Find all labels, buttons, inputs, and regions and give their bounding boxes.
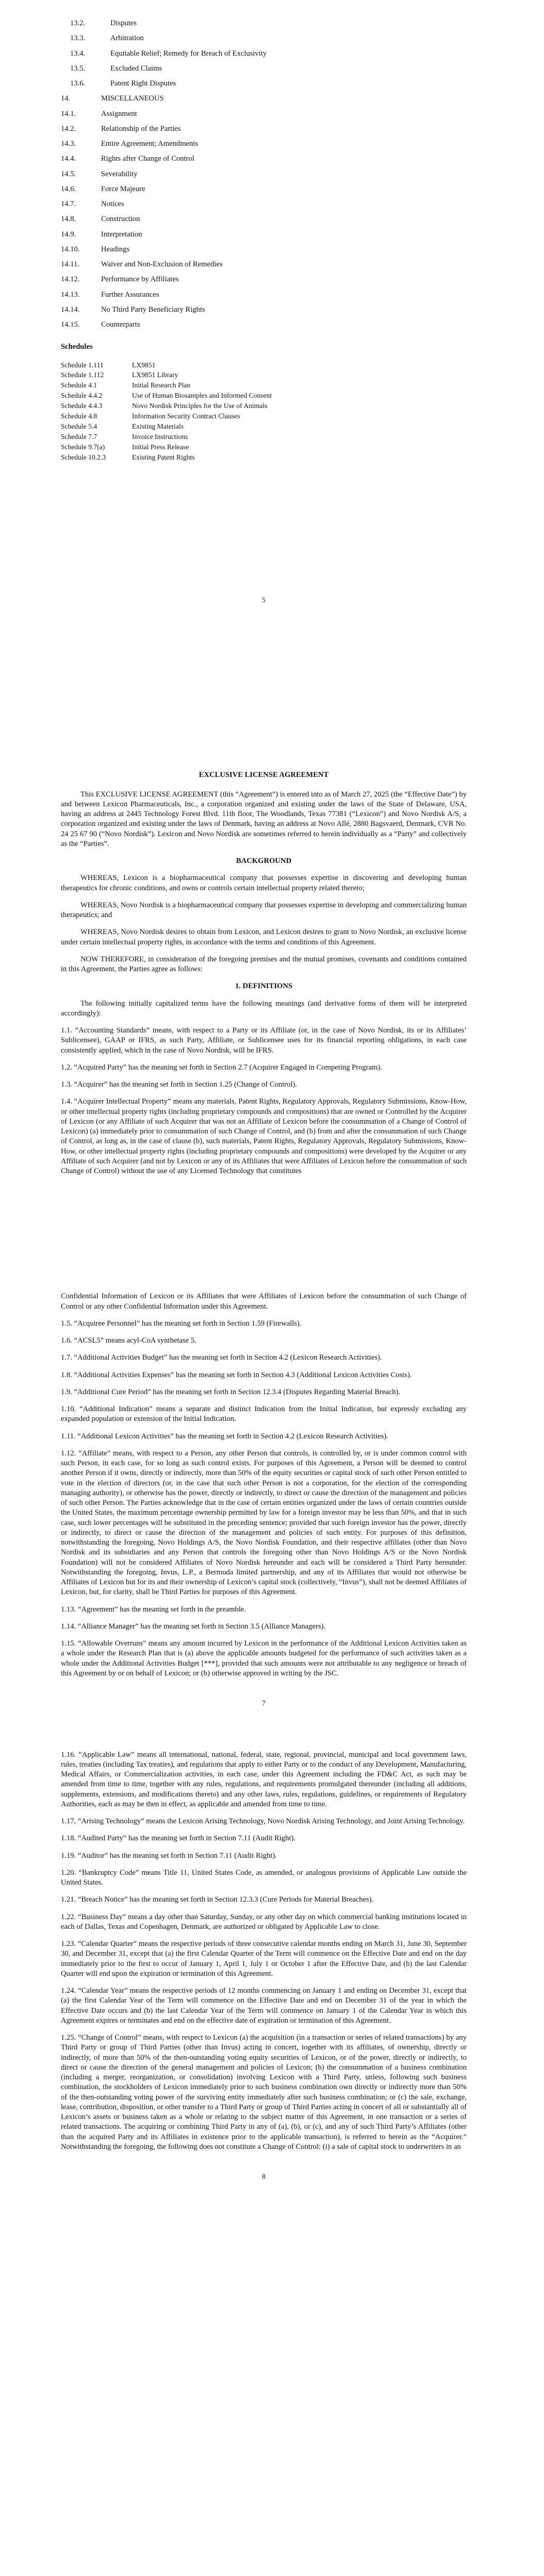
toc-row — [61, 305, 467, 315]
table-of-contents — [61, 19, 467, 330]
now-therefore: NOW THEREFORE, in consideration of the foregoing premises and the mutual promises, covenants and conditions contained in this Agreement, the Parties agree as follows: — [61, 955, 467, 974]
schedule-id: Schedule 4.4.2 — [61, 392, 103, 400]
toc-label: Equitable Relief; Remedy for Breach of Exclusivity — [110, 49, 267, 58]
schedule-id: Schedule 4.8 — [61, 412, 97, 420]
toc-number: 13.6. — [70, 79, 86, 88]
toc-label: No Third Party Beneficiary Rights — [101, 305, 205, 314]
schedule-row — [61, 381, 467, 390]
definition: 1.4. “Acquirer Intellectual Property” means any materials, Patent Rights, Regulatory Approvals, Regulatory Submissions, Know-How, or other intellectual property rights (including proprietary compounds and compositions) that are owned or Controlled by the Acquirer of Lexicon (or any Affiliate of such Acquirer that was not an Affiliate of Lexicon before the consummation of a Change of Control of Lexicon) (a) immediately prior to consummation of such Change of Control, and (b) from and after the consummation of such Change of Control, as long as, in the case of clause (b), such materials, Patent Rights, Regulatory Approvals, Regulatory Submissions, Know-How, or other intellectual property rights (including proprietary compounds and compositions) were developed by the Acquirer or any Affiliate of such Acquirer (and not by Lexicon or any of its Affiliates that were Affiliates of Lexicon before the consummation of such Change of Control) without the use of any Licensed Technology that constitutes — [61, 1097, 467, 1176]
definition: 1.24. “Calendar Year” means the respective periods of 12 months commencing on January 1 and ending on December 31, except that (a) the first Calendar Year of the Term will commence on the Effective Date and end on December 31 of the year in which the Effective Date occurs and (b) the last Calendar Year of the Term will commence on January 1 of the Calendar Year in which this Agreement expires or terminates and end on the effective date of expiration or termination of this Agreement. — [61, 1987, 467, 2025]
toc-number: 14.4. — [61, 155, 76, 163]
definition: 1.6. “ACSL5” means acyl-CoA synthetase 5. — [61, 1336, 196, 1345]
toc-number: 14.9. — [61, 230, 76, 239]
toc-row — [61, 154, 467, 164]
toc-row — [61, 139, 467, 149]
schedule-description: LX9851 Library — [132, 371, 178, 379]
definition: 1.16. “Applicable Law” means all international, national, federal, state, regional, provincial, municipal and local government laws, rules, treaties (including Tax treaties), and regulations that apply to either Party or to the conduct of any Development, Manufacturing, Medical Affairs, or Commercialization activities, in each case, under this Agreement including the FD&C Act, as such may be amended from time to time, together with any rules, regulations, and requirements promulgated thereunder (including all additions, supplements, extensions, and modifications thereto) and any other laws, rules, regulations, guidelines, or requirements of Regulatory Authorities, each as may be then in effect, as applicable and amended from time to time. — [61, 1750, 467, 1808]
agreement-title: EXCLUSIVE LICENSE AGREEMENT — [199, 771, 329, 779]
toc-number: 13.2. — [70, 19, 86, 27]
definition: 1.8. “Additional Activities Expenses” has the meaning set forth in Section 4.3 (Additional Lexicon Activities Costs). — [61, 1370, 412, 1379]
toc-label: Force Majeure — [101, 184, 145, 193]
whereas-2: WHEREAS, Novo Nordisk is a biopharmaceutical company that possesses expertise in developing and commercializing human therapeutics; and — [61, 901, 467, 920]
definition: 1.12. “Affiliate” means, with respect to a Person, any other Person that controls, is controlled by, or is under common control with such Person, in each case, for so long as such control exists. For purposes of this Agreement, a Person will be deemed to control another Person if it owns, directly or indirectly, more than 50% of the equity securities or capital stock of such other Person entitled to vote in the election of directors (or, in the case that such other Person is not a corporation, for the election of the corresponding managing authority), or otherwise has the power, directly or indirectly, to direct or cause the direction of the management and policies of such other Person. The Parties acknowledge that in the case of certain entities organized under the laws of certain countries outside the United States, the maximum percentage ownership permitted by law for a foreign investor may be less than 50%, and that in such case, such lower percentages will be substituted in the preceding sentence; provided that such foreign investor has the power, directly or indirectly, to direct or cause the direction of the management and policies of such entity. For purposes of this definition, notwithstanding the foregoing, Novo Holdings A/S, the Novo Nordisk Foundation, and their respective affiliates (other than Novo Nordisk and its subsidiaries and any Person that controls the foregoing other than Novo Holdings A/S or the Novo Nordisk Foundation) will not be considered Affiliates of Novo Nordisk hereunder and each will be considered a Third Party hereunder. Notwithstanding the foregoing, Invus, L.P., a Bermuda limited partnership, and any of its Affiliates that would not otherwise be Affiliates of Lexicon but for its and their ownership of Lexicon’s capital stock (collectively, “Invus”), shall not be deemed Affiliates of Lexicon, but, for clarity, shall be Third Parties for purposes of this Agreement. — [61, 1449, 467, 1597]
toc-label: Counterparts — [101, 320, 140, 329]
toc-label: Headings — [101, 245, 130, 253]
toc-number: 13.4. — [70, 49, 86, 58]
definition: 1.10. “Additional Indication” means a separate and distinct Indication from the Initial Indication, but expressly excluding any expanded population or extension of the Initial Indication. — [61, 1405, 467, 1423]
definition: 1.25. “Change of Control” means, with respect to Lexicon (a) the acquisition (in a transaction or series of related transactions) by any Third Party or group of Third Parties (other than Invus) acting in concert, together with its affiliates, of ownership, directly or indirectly, of more than 50% of the then-outstanding voting equity securities of Lexicon, or of the power, directly or indirectly, to direct or cause the direction of the general management and policies of Lexicon; (b) the consummation of a business combination (including a merger, reorganization, or consolidation) involving Lexicon with a Third Party, unless, following such business combination, the stockholders of Lexicon immediately prior to such business combination own directly or indirectly more than 50% of the then-outstanding voting power of the surviving entity immediately after such business combination; or (c) the sale, exchange, lease, contribution, disposition, or other transfer to a Third Party or group of Third Parties acting in concert of all or substantially all of Lexicon’s assets or business taken as a whole or relating to the subject matter of this Agreement, in one transaction or a series of related transactions. The acquiring or combining Third Party in any of (a), (b), or (c), and any of such Third Party’s Affiliates (other than the acquired Party and its Affiliates in existence prior to the applicable transaction), is referred to herein as the “Acquirer.” Notwithstanding the foregoing, the following does not constitute a Change of Control: (i) a sale of capital stock to underwriters in an — [61, 2033, 467, 2151]
toc-row — [61, 109, 467, 119]
toc-number: 14.8. — [61, 215, 76, 224]
toc-number: 14.14. — [61, 305, 80, 314]
schedule-row — [61, 391, 467, 400]
definition: 1.14. “Alliance Manager” has the meaning set forth in Section 3.5 (Alliance Managers). — [61, 1622, 326, 1631]
definition: 1.3. “Acquirer” has the meaning set forth in Section 1.25 (Change of Control). — [61, 1080, 297, 1089]
toc-number: 14. — [61, 94, 71, 103]
schedule-row — [61, 432, 467, 442]
whereas-1: WHEREAS, Lexicon is a biopharmaceutical company that possesses expertise in discovering and developing human therapeutics for chronic conditions, and owns or controls certain intellectual property related thereto; — [61, 874, 467, 892]
toc-label: Notices — [101, 200, 124, 208]
definition: 1.17. “Arising Technology” means the Lexicon Arising Technology, Novo Nordisk Arising Technology, and Joint Arising Technology. — [61, 1817, 465, 1826]
schedule-description: Novo Nordisk Principles for the Use of Animals — [132, 402, 268, 410]
definition: 1.18. “Audited Party” has the meaning set forth in Section 7.11 (Audit Right). — [61, 1834, 296, 1843]
toc-row — [61, 49, 467, 59]
toc-row — [61, 79, 467, 89]
toc-label: Performance by Affiliates — [101, 275, 179, 284]
definition: 1.9. “Additional Cure Period” has the meaning set forth in Section 12.3.4 (Disputes Regarding Material Breach). — [61, 1387, 401, 1396]
schedule-id: Schedule 1.112 — [61, 371, 104, 379]
schedule-description: Existing Materials — [132, 422, 184, 431]
definitions-intro: The following initially capitalized terms have the following meanings (and derivative forms of them will be interpreted accordingly): — [61, 999, 467, 1018]
toc-label: Severability — [101, 170, 138, 178]
definition: 1.23. “Calendar Quarter” means the respective periods of three consecutive calendar months ending on March 31, June 30, September 30, and December 31, except that (a) the first Calendar Quarter of the Term will commence on the Effective Date and end on the day immediately prior to the first to occur of January 1, April 1, July 1 or October 1 after the Effective Date, and (b) the last Calendar Quarter will end upon the expiration or termination of this Agreement. — [61, 1940, 467, 1978]
definition: 1.7. “Additional Activities Budget” has the meaning set forth in Section 4.2 (Lexicon Research Activities). — [61, 1353, 382, 1362]
toc-row — [61, 230, 467, 240]
definition: 1.11. “Additional Lexicon Activities” has the meaning set forth in Section 4.2 (Lexicon Research Activities). — [61, 1432, 388, 1440]
schedule-id: Schedule 4.1 — [61, 381, 97, 389]
definitions-heading: 1. DEFINITIONS — [235, 982, 293, 991]
definition: 1.21. “Breach Notice” has the meaning set forth in Section 12.3.3 (Cure Periods for Material Breaches). — [61, 1895, 374, 1904]
toc-row — [61, 64, 467, 74]
toc-row — [61, 290, 467, 300]
toc-label: Assignment — [101, 109, 137, 118]
toc-number: 14.11. — [61, 260, 79, 268]
page-number: 5 — [262, 596, 266, 604]
toc-row — [61, 320, 467, 330]
toc-number: 14.15. — [61, 320, 80, 329]
toc-label: Arbitration — [110, 34, 144, 43]
toc-label: Disputes — [110, 19, 137, 27]
definition: 1.22. “Business Day” means a day other than Saturday, Sunday, or any other day on which commercial banking institutions located in each of Dallas, Texas and Copenhagen, Denmark, are authorized or obligated by Applicable Law to close. — [61, 1912, 467, 1931]
toc-label: Patent Right Disputes — [110, 79, 176, 88]
schedule-id: Schedule 1.111 — [61, 361, 104, 369]
definition: 1.1. “Accounting Standards” means, with respect to a Party or its Affiliate (or, in the case of Novo Nordisk, its or its Affiliates’ Sublicensee), GAAP or IFRS, as such Party, Affiliate, or Sublicensee uses for its financial reporting obligations, in each case consistently applied, which in the case of Novo Nordisk, will be IFRS. — [61, 1026, 467, 1055]
toc-number: 14.2. — [61, 124, 76, 133]
toc-row — [61, 184, 467, 194]
toc-label: MISCELLANEOUS — [101, 94, 164, 103]
definition: 1.2. “Acquired Party” has the meaning set forth in Section 2.7 (Acquirer Engaged in Competing Program). — [61, 1063, 382, 1072]
schedule-row — [61, 361, 467, 370]
toc-number: 14.10. — [61, 245, 80, 253]
toc-row — [61, 19, 467, 28]
toc-row — [61, 260, 467, 269]
toc-label: Construction — [101, 215, 140, 224]
definition-continued: Confidential Information of Lexicon or its Affiliates that were Affiliates of Lexicon before the consummation of such Change of Control or any other Confidential Information under this Agreement. — [61, 1292, 467, 1311]
toc-number: 14.1. — [61, 109, 76, 118]
toc-number: 14.13. — [61, 290, 80, 299]
toc-row — [61, 275, 467, 284]
toc-row — [61, 94, 467, 104]
schedule-description: LX9851 — [132, 361, 156, 369]
background-heading: BACKGROUND — [236, 857, 292, 866]
schedule-row — [61, 422, 467, 431]
definition: 1.13. “Agreement” has the meaning set forth in the preamble. — [61, 1605, 246, 1614]
toc-row — [61, 33, 467, 43]
schedule-row — [61, 370, 467, 380]
toc-label: Interpretation — [101, 230, 142, 239]
schedule-id: Schedule 7.7 — [61, 433, 97, 441]
toc-row — [61, 170, 467, 179]
toc-number: 13.3. — [70, 34, 86, 43]
schedule-row — [61, 453, 467, 462]
toc-number: 14.6. — [61, 184, 76, 193]
schedule-id: Schedule 4.4.3 — [61, 402, 103, 410]
schedule-description: Invoice Instructions — [132, 433, 188, 441]
toc-label: Excluded Claims — [110, 64, 162, 73]
toc-row — [61, 245, 467, 255]
schedule-description: Use of Human Biosamples and Informed Consent — [132, 392, 272, 400]
schedule-row — [61, 443, 467, 452]
definition: 1.19. “Auditor” has the meaning set forth in Section 7.11 (Audit Right). — [61, 1851, 277, 1860]
schedule-id: Schedule 10.2.3 — [61, 453, 106, 461]
schedule-row — [61, 412, 467, 421]
toc-label: Relationship of the Parties — [101, 124, 181, 133]
toc-number: 13.5. — [70, 64, 86, 73]
toc-row — [61, 214, 467, 224]
schedule-description: Information Security Contract Clauses — [132, 412, 240, 420]
toc-label: Entire Agreement; Amendments — [101, 140, 199, 148]
definition: 1.5. “Acquiree Personnel” has the meaning set forth in Section 1.59 (Firewalls). — [61, 1319, 302, 1328]
schedules-list — [61, 361, 467, 462]
toc-number: 14.7. — [61, 200, 76, 208]
toc-number: 14.12. — [61, 275, 80, 284]
schedule-description: Initial Research Plan — [132, 381, 191, 389]
definition: 1.15. “Allowable Overruns” means any amount incurred by Lexicon in the performance of the Additional Lexicon Activities taken as a whole under the Research Plan that is (a) above the applicable amounts budgeted for the performance of such activities taken as a whole under the Additional Activities Budget [***], provided that such amounts were not attributable to any negligence or breach of this Agreement by or on behalf of Lexicon; or (b) otherwise approved in writing by the JSC. — [61, 1639, 467, 1677]
schedule-description: Initial Press Release — [132, 443, 189, 451]
schedule-id: Schedule 5.4 — [61, 422, 97, 431]
toc-row — [61, 124, 467, 134]
whereas-3: WHEREAS, Novo Nordisk desires to obtain from Lexicon, and Lexicon desires to grant to Novo Nordisk, an exclusive license under certain intellectual property rights, in accordance with the terms and conditions of this Agreement. — [61, 928, 467, 946]
toc-number: 14.5. — [61, 170, 76, 178]
preamble: This EXCLUSIVE LICENSE AGREEMENT (this “Agreement”) is entered into as of March 27, 2025 (the “Effective Date”) by and between Lexicon Pharmaceuticals, Inc., a corporation organized and existing under the laws of the State of Delaware, USA, having an address at 2445 Technology Forest Blvd. 11th floor, The Woodlands, Texas 77381 (“Lexicon”) and Novo Nordisk A/S, a corporation organized and existing under the laws of Denmark, having an address at Novo Allé, 2880 Bagsvaerd, Denmark, CVR No. 24 25 67 90 (“Novo Nordisk”). Lexicon and Novo Nordisk are sometimes referred to herein individually as a “Party” and collectively as the “Parties”. — [61, 790, 467, 848]
page-number: 8 — [262, 2173, 266, 2181]
schedules-title: Schedules — [61, 343, 93, 351]
schedule-description: Existing Patent Rights — [132, 453, 195, 461]
toc-label: Rights after Change of Control — [101, 155, 194, 163]
toc-row — [61, 199, 467, 209]
toc-label: Waiver and Non-Exclusion of Remedies — [101, 260, 223, 268]
schedule-row — [61, 401, 467, 411]
page-number: 7 — [262, 1700, 266, 1708]
definition: 1.20. “Bankruptcy Code” means Title 11, United States Code, as amended, or analogous provisions of Applicable Law outside the United States. — [61, 1868, 467, 1887]
toc-number: 14.3. — [61, 140, 76, 148]
schedule-id: Schedule 9.7(a) — [61, 443, 105, 451]
toc-label: Further Assurances — [101, 290, 159, 299]
